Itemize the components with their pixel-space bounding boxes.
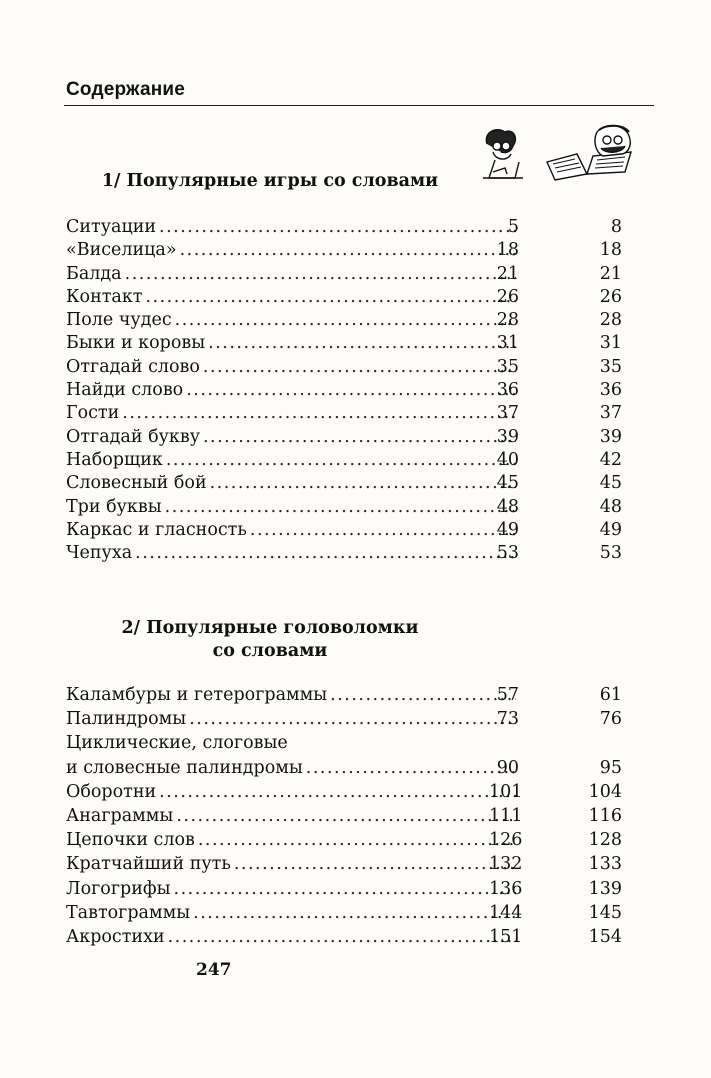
toc-entry-page: 132	[489, 854, 523, 875]
toc-entry-title: Гости	[66, 402, 122, 425]
toc-entry-page: 136	[489, 878, 523, 899]
toc-entry-page: 151	[489, 926, 523, 947]
toc-entry-title: Цепочки слов	[66, 828, 198, 852]
toc-entry	[66, 828, 626, 852]
toc-entry-page: 21	[496, 263, 519, 284]
toc-entry-page-alt: 8	[610, 217, 622, 237]
toc-entry-page: 39	[496, 426, 519, 447]
toc-entry-title: Три буквы	[66, 496, 165, 519]
toc-entry-page-alt: 42	[599, 449, 622, 470]
header-divider	[64, 105, 654, 106]
toc-entry	[66, 356, 626, 379]
toc-section-1	[66, 216, 626, 565]
toc-entry-page: 35	[496, 356, 519, 377]
section-2-title	[60, 617, 480, 663]
toc-entry-page: 5	[507, 217, 519, 237]
toc-entry-page-alt: 35	[599, 356, 622, 377]
toc-entry-title: Поле чудес	[66, 309, 175, 332]
toc-entry	[66, 925, 626, 949]
reader-cartoon-icon	[475, 122, 655, 194]
toc-entry-title: Каламбуры и гетерограммы	[66, 683, 330, 707]
toc-entry	[66, 756, 626, 780]
toc-entry-title: Акростихи	[66, 925, 168, 949]
toc-entry-page-alt: 21	[599, 263, 622, 284]
toc-entry-page: 126	[489, 830, 523, 851]
toc-entry	[66, 707, 626, 731]
toc-entry-title: Оборотни	[66, 780, 159, 804]
toc-entry	[66, 804, 626, 828]
toc-entry-title: Контакт	[66, 286, 145, 309]
toc-entry-page: 28	[496, 310, 519, 331]
toc-entry	[66, 263, 626, 286]
toc-entry-page-alt: 39	[599, 426, 622, 447]
toc-entry-title: Отгадай слово	[66, 356, 203, 379]
toc-entry	[66, 216, 626, 239]
toc-entry-page-alt: 139	[588, 878, 622, 899]
toc-entry-page-alt: 95	[599, 757, 622, 778]
toc-entry-page-alt: 128	[588, 830, 622, 851]
toc-entry-page-alt: 53	[599, 543, 622, 564]
toc-entry-page-alt: 28	[599, 310, 622, 331]
toc-entry-title: Ситуации	[66, 216, 159, 239]
toc-entry-title: Кратчайший путь	[66, 852, 234, 876]
toc-entry-page-alt: 45	[599, 473, 622, 494]
toc-entry-title: Наборщик	[66, 449, 166, 472]
toc-section-2	[66, 683, 626, 949]
toc-entry-title: Тавтограммы	[66, 901, 193, 925]
toc-entry-page: 31	[496, 333, 519, 354]
toc-entry-title: Чепуха	[66, 542, 135, 565]
toc-entry-page-alt: 37	[599, 403, 622, 424]
toc-entry-page: 73	[496, 709, 519, 730]
section-2-title-line-1: 2/ Популярные головоломки	[121, 618, 419, 638]
toc-entry-page: 40	[496, 449, 519, 470]
toc-entry	[66, 426, 626, 449]
toc-entry-page-alt: 36	[599, 380, 622, 401]
toc-entry-page: 49	[496, 519, 519, 540]
toc-entry-title: Палиндромы	[66, 707, 189, 731]
toc-entry	[66, 402, 626, 425]
toc-entry-title: Каркас и гласность	[66, 519, 250, 542]
toc-entry	[66, 542, 626, 565]
toc-entry	[66, 496, 626, 519]
toc-entry-page: 26	[496, 286, 519, 307]
toc-entry-title: Балда	[66, 263, 125, 286]
toc-entry-page-alt: 26	[599, 286, 622, 307]
toc-entry-title: Циклические, слоговые	[66, 733, 288, 754]
toc-entry-title: и словесные палиндромы	[66, 756, 306, 780]
toc-entry-page: 48	[496, 496, 519, 517]
toc-entry-page: 37	[496, 403, 519, 424]
toc-entry	[66, 683, 626, 707]
toc-entry-page-alt: 116	[588, 805, 622, 826]
toc-entry	[66, 379, 626, 402]
toc-entry	[66, 286, 626, 309]
toc-entry-title: Отгадай букву	[66, 426, 203, 449]
toc-entry-page-alt: 61	[599, 685, 622, 705]
toc-entry-title: Анаграммы	[66, 804, 176, 828]
toc-entry	[66, 309, 626, 332]
toc-entry-page: 36	[496, 380, 519, 401]
toc-entry-title: Найди слово	[66, 379, 186, 402]
toc-entry-page: 111	[489, 805, 523, 826]
toc-entry	[66, 332, 626, 355]
toc-entry-page-alt: 145	[588, 902, 622, 923]
toc-entry	[66, 239, 626, 262]
toc-entry-page: 144	[489, 902, 523, 923]
toc-entry-page-alt: 49	[599, 519, 622, 540]
toc-entry	[66, 731, 626, 755]
section-2-title-line-2: со словами	[212, 641, 328, 661]
toc-entry-page-alt: 31	[599, 333, 622, 354]
toc-entry-title: «Виселица»	[66, 239, 180, 262]
toc-entry-page-alt: 48	[599, 496, 622, 517]
section-1-title: 1/ Популярные игры со словами	[101, 171, 439, 191]
toc-entry-title: Словесный бой	[66, 472, 210, 495]
toc-entry-page: 53	[496, 543, 519, 564]
toc-entry	[66, 877, 626, 901]
toc-entry	[66, 780, 626, 804]
toc-entry-page-alt: 154	[588, 926, 622, 947]
toc-entry	[66, 472, 626, 495]
toc-entry-page: 57	[496, 685, 519, 705]
toc-entry-page-alt: 18	[599, 240, 622, 261]
page-title: Содержание	[66, 79, 186, 100]
toc-entry-page: 90	[496, 757, 519, 778]
toc-entry-page: 101	[489, 781, 523, 802]
toc-entry-page-alt: 104	[588, 781, 622, 802]
toc-entry	[66, 901, 626, 925]
toc-entry-page: 18	[496, 240, 519, 261]
toc-entry-page: 45	[496, 473, 519, 494]
toc-entry-title: Логогрифы	[66, 877, 174, 901]
page-number: 247	[196, 960, 232, 980]
toc-entry-page-alt: 133	[588, 854, 622, 875]
toc-entry-title: Быки и коровы	[66, 332, 208, 355]
toc-entry-page-alt: 76	[599, 709, 622, 730]
toc-entry	[66, 852, 626, 876]
toc-entry	[66, 449, 626, 472]
toc-entry	[66, 519, 626, 542]
